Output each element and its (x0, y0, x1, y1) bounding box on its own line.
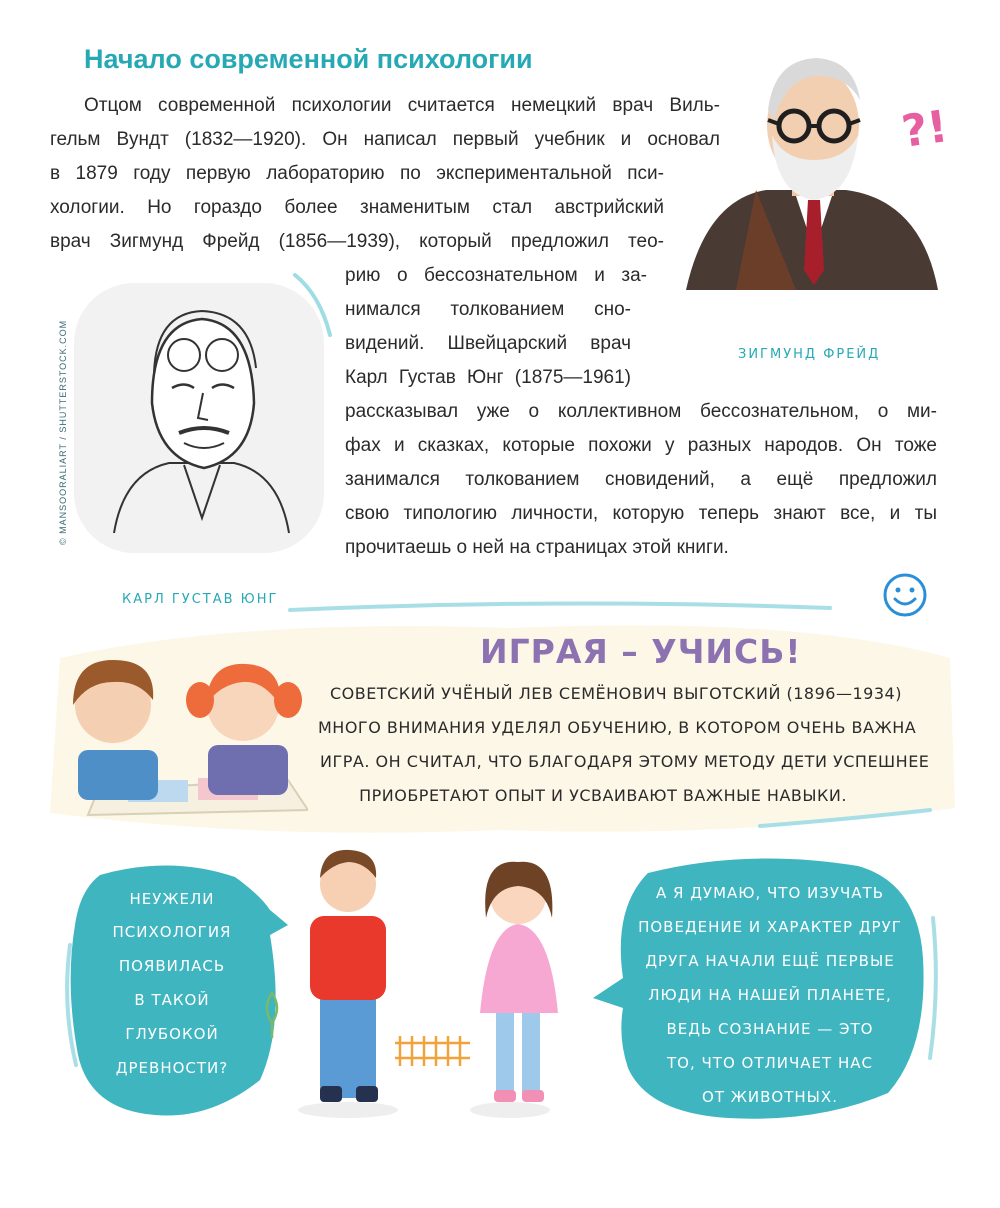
paragraph-line: свою типологию личности, которую теперь знают все, и ты (345, 503, 937, 524)
paragraph-line: прочитаешь о ней на страницах этой книги. (345, 537, 729, 558)
image-credit: © MANSOORALIART / SHUTTERSTOCK.COM (58, 319, 68, 545)
right-bubble-line: ТО, ЧТО ОТЛИЧАЕТ НАС (667, 1054, 873, 1072)
freud-portrait-illustration (676, 40, 946, 315)
paragraph-line: Отцом современной психологии считается немецкий врач Виль- (84, 95, 720, 116)
paragraph-line: хологии. Но гораздо более знаменитым стал австрийский (50, 197, 664, 218)
decorative-stroke (290, 270, 340, 340)
page-title: Начало современной психологии (84, 44, 533, 74)
paragraph-line: нимался толкованием сно- (345, 299, 631, 320)
left-bubble-line: НЕУЖЕЛИ (129, 890, 215, 908)
right-bubble-line: ДРУГА НАЧАЛИ ЕЩЁ ПЕРВЫЕ (645, 952, 895, 970)
right-bubble-line: ЛЮДИ НА НАШЕЙ ПЛАНЕТЕ, (648, 986, 892, 1004)
freud-caption: ЗИГМУНД ФРЕЙД (738, 347, 881, 362)
right-bubble-line: ВЕДЬ СОЗНАНИЕ — ЭТО (666, 1020, 874, 1038)
interjection-mark: ?! (898, 101, 951, 158)
left-bubble-line: ГЛУБОКОЙ (125, 1025, 219, 1043)
left-bubble-line: ПОЯВИЛАСЬ (118, 957, 226, 975)
paragraph-line: в 1879 году первую лабораторию по экспериментальной пси- (50, 163, 664, 184)
paragraph-line: гельм Вундт (1832—1920). Он написал первый учебник и основал (50, 129, 720, 150)
jung-caption: КАРЛ ГУСТАВ ЮНГ (122, 592, 279, 607)
boy-and-girl-illustration (260, 848, 580, 1128)
paragraph-line: занимался толкованием сновидений, а ещё предложил (345, 469, 937, 490)
right-bubble-line: А Я ДУМАЮ, ЧТО ИЗУЧАТЬ (655, 884, 884, 902)
paragraph-line: рассказывал уже о коллективном бессознательном, о ми- (345, 401, 937, 422)
left-bubble-line: ПСИХОЛОГИЯ (112, 923, 232, 941)
jung-portrait-illustration (74, 283, 324, 553)
paragraph-line: Карл Густав Юнг (1875—1961) (345, 367, 631, 388)
paragraph-line: фах и сказках, которые похожи у разных народов. Он тоже (345, 435, 937, 456)
left-bubble-line: ДРЕВНОСТИ? (115, 1059, 229, 1077)
kids-board-game-illustration (58, 650, 308, 820)
right-bubble-line: ОТ ЖИВОТНЫХ. (702, 1088, 838, 1106)
game-section-title: ИГРАЯ – УЧИСЬ! (480, 632, 802, 671)
game-text-line: СОВЕТСКИЙ УЧЁНЫЙ ЛЕВ СЕМЁНОВИЧ ВЫГОТСКИЙ (1896—1934) (330, 684, 902, 703)
left-bubble-line: В ТАКОЙ (134, 991, 210, 1009)
paragraph-line: видений. Швейцарский врач (345, 333, 631, 354)
game-text-line: ИГРА. ОН СЧИТАЛ, ЧТО БЛАГОДАРЯ ЭТОМУ МЕТОДУ ДЕТИ УСПЕШНЕЕ (320, 752, 930, 771)
paragraph-line: рию о бессознательном и за- (345, 265, 647, 286)
paragraph-line: врач Зигмунд Фрейд (1856—1939), который предложил тео- (50, 231, 664, 252)
right-bubble-line: ПОВЕДЕНИЕ И ХАРАКТЕР ДРУГ (638, 918, 902, 936)
game-text-line: ПРИОБРЕТАЮТ ОПЫТ И УСВАИВАЮТ ВАЖНЫЕ НАВЫКИ. (359, 786, 847, 805)
game-text-line: МНОГО ВНИМАНИЯ УДЕЛЯЛ ОБУЧЕНИЮ, В КОТОРОМ ОЧЕНЬ ВАЖНА (318, 718, 917, 737)
